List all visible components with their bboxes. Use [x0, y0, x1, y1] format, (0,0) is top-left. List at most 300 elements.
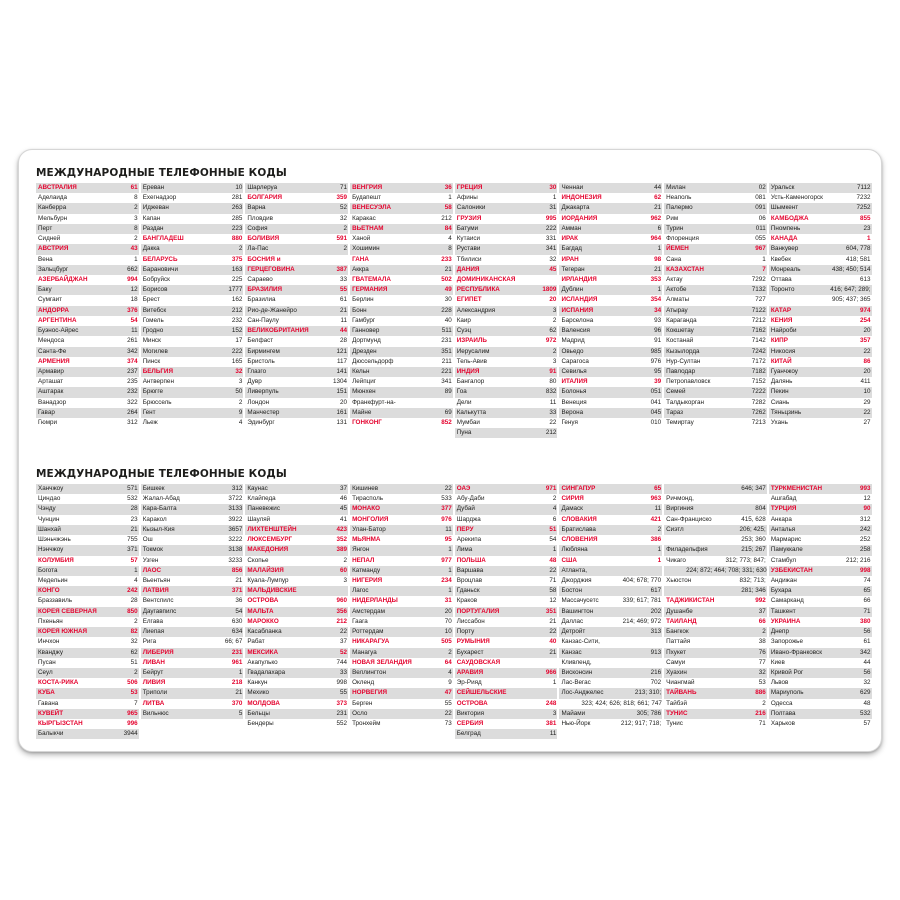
dial-code: 377: [441, 505, 452, 513]
city-row: [141, 504, 244, 514]
city-row: [455, 418, 558, 428]
city-name: Самуи: [666, 658, 686, 666]
dial-code: 53: [130, 689, 138, 697]
city-row: [245, 719, 348, 729]
city-row: [36, 545, 139, 555]
city-name: Роттердам: [352, 628, 384, 636]
city-name: Кишинев: [352, 485, 379, 492]
country-row: [455, 607, 558, 617]
country-name: УКРАИНА: [770, 617, 801, 625]
city-row: [141, 398, 244, 408]
country-name: ДАНИЯ: [456, 265, 480, 273]
city-name: Кривой Рог: [770, 668, 804, 676]
city-row: [350, 607, 453, 617]
city-row: [455, 545, 558, 555]
city-row: [141, 214, 244, 224]
dial-code: 646; 347: [741, 485, 766, 492]
dial-code: 11: [549, 730, 557, 738]
city-row: [664, 699, 767, 709]
dial-code: 11: [131, 327, 138, 335]
dial-code: 232: [127, 388, 138, 396]
city-name: Виргиния: [666, 505, 694, 513]
city-name: Бристоль: [247, 357, 275, 365]
city-row: [245, 678, 348, 688]
country-name: МАЛЬТА: [247, 607, 274, 615]
dial-code: 28: [130, 597, 138, 605]
dial-code: 71: [340, 184, 348, 191]
city-name: Берлин: [352, 296, 374, 304]
dial-code: 261: [127, 337, 138, 345]
city-name: Полтава: [770, 709, 796, 717]
city-row: [455, 234, 558, 244]
city-row: [769, 377, 872, 387]
dial-code: 141: [336, 367, 348, 375]
city-name: Талдыкорган: [666, 398, 705, 406]
city-name: Караганда: [666, 316, 697, 324]
country-row: [350, 203, 453, 213]
dial-code: 33: [549, 408, 557, 416]
country-row: [664, 709, 767, 719]
country-row: [769, 234, 872, 244]
city-row: [350, 316, 453, 326]
country-row: [36, 275, 139, 285]
country-row: [559, 255, 662, 265]
dial-code: 258: [859, 546, 871, 554]
dial-code: 591: [336, 235, 348, 243]
city-row: [36, 668, 139, 678]
dial-code: 423: [336, 525, 348, 533]
city-row: [141, 607, 244, 617]
city-row: [245, 576, 348, 586]
city-name: Ханчжоу: [38, 485, 64, 492]
dial-code: 511: [441, 327, 452, 335]
dial-code: 359: [336, 194, 348, 202]
city-name: Кельн: [352, 367, 370, 375]
country-row: [769, 306, 872, 316]
city-name: Вильнюс: [142, 709, 169, 717]
dial-code: 86: [863, 357, 871, 365]
country-row: [36, 607, 139, 617]
dial-code: 081: [755, 194, 766, 202]
city-row: [455, 316, 558, 326]
country-row: [664, 617, 767, 627]
dial-code: 37: [758, 607, 766, 615]
city-name: Шымкент: [770, 204, 799, 212]
dial-code: 34: [654, 306, 662, 314]
city-row: [141, 515, 244, 525]
city-row: [141, 193, 244, 203]
city-name: Бонн: [352, 306, 367, 314]
city-name: Эр-Рияд: [456, 679, 482, 687]
dial-code: 56: [863, 668, 871, 676]
country-name: МЕКСИКА: [247, 648, 279, 656]
dial-code: 70: [444, 617, 452, 625]
city-name: Массачусетс: [561, 597, 599, 605]
country-name: МОНАКО: [352, 505, 381, 513]
city-name: Дрезден: [352, 347, 377, 355]
city-name: Хьюстон: [666, 576, 692, 584]
city-row: [455, 244, 558, 254]
dial-code: 18: [130, 296, 138, 304]
city-row: [36, 729, 139, 739]
city-name: Семей: [666, 388, 686, 396]
dial-code: 36: [444, 184, 452, 191]
dial-code: 856: [231, 566, 243, 574]
city-row: [245, 295, 348, 305]
city-row: [141, 336, 244, 346]
city-row: [141, 295, 244, 305]
dial-code: 55: [340, 689, 348, 697]
city-name: Милан: [666, 184, 686, 191]
dial-code: 1809: [542, 286, 557, 294]
city-name: Чикаго: [666, 556, 686, 564]
phone-codes-mat: [18, 149, 882, 752]
city-name: Одесса: [770, 699, 793, 707]
city-row: [769, 627, 872, 637]
city-row: [455, 709, 558, 719]
city-name: Сиань: [770, 398, 790, 406]
city-row: [769, 244, 872, 254]
dial-code: 421: [650, 515, 662, 523]
city-name: Уральск: [770, 184, 795, 191]
dial-code: 8: [134, 194, 138, 202]
city-name: Кызылорда: [666, 347, 700, 355]
dial-code: 967: [755, 245, 766, 253]
city-row: [141, 183, 244, 193]
dial-code: 971: [545, 485, 557, 492]
country-name: США: [561, 556, 577, 564]
city-name: Канкун: [247, 679, 268, 687]
dial-code: 22: [863, 347, 871, 355]
table-column: [245, 183, 348, 428]
dial-code: 232: [231, 316, 243, 324]
city-row: [664, 316, 767, 326]
dial-code: 2: [762, 699, 766, 707]
country-row: [245, 586, 348, 596]
dial-code: 242: [127, 587, 138, 595]
city-row: [350, 566, 453, 576]
city-row: [664, 494, 767, 504]
dial-code: 1: [448, 194, 452, 202]
dial-code: 66: [863, 597, 871, 605]
dial-code: 215; 267: [741, 546, 766, 554]
dial-code: 231: [336, 709, 348, 717]
dial-code: 341: [441, 378, 452, 386]
city-row: [559, 637, 662, 647]
dial-code: 61: [340, 296, 348, 304]
country-name: ГОНКОНГ: [352, 419, 382, 427]
country-row: [245, 255, 348, 265]
country-row: [245, 607, 348, 617]
dial-code: 37: [340, 485, 348, 492]
dial-code: 242: [859, 525, 871, 533]
country-row: [36, 719, 139, 729]
city-row: [455, 203, 558, 213]
dial-code: 312: [231, 485, 243, 492]
country-name: ВЕЛИКОБРИТАНИЯ: [247, 327, 309, 335]
city-name: Тяньцзинь: [770, 408, 802, 416]
country-row: [36, 357, 139, 367]
dial-code: 7252: [856, 204, 871, 212]
city-name: Манчестер: [247, 408, 280, 416]
country-name: БОЛГАРИЯ: [247, 194, 283, 202]
city-row: [455, 648, 558, 658]
city-row: [769, 586, 872, 596]
city-row: [559, 607, 662, 617]
dial-code: 38: [758, 638, 766, 646]
city-row: [245, 504, 348, 514]
city-name: Дортмунд: [352, 337, 381, 345]
country-name: МАЛАЙЗИЯ: [247, 566, 284, 574]
city-name: Торонто: [770, 286, 795, 294]
city-name: Улан-Батор: [352, 525, 386, 533]
table-column: [664, 484, 767, 729]
dial-code: 95: [444, 536, 452, 544]
dial-code: 163: [231, 265, 243, 273]
dial-code: 11: [549, 398, 557, 406]
dial-code: 11: [445, 525, 452, 533]
table-column: [769, 183, 872, 428]
city-name: Бразилиа: [247, 296, 276, 304]
dial-code: 3233: [228, 556, 243, 564]
city-row: [141, 535, 244, 545]
dial-code: 21: [235, 576, 243, 584]
country-row: [350, 255, 453, 265]
country-name: КУБА: [38, 689, 55, 697]
city-row: [559, 709, 662, 719]
dial-code: 50: [235, 388, 243, 396]
country-row: [36, 678, 139, 688]
country-row: [36, 688, 139, 698]
city-name: Мармарис: [770, 536, 802, 544]
city-row: [245, 398, 348, 408]
dial-code: 1: [552, 546, 557, 554]
dial-code: 11: [340, 316, 348, 324]
country-row: [664, 244, 767, 254]
dial-code: 71: [758, 720, 766, 728]
dial-code: 4: [552, 505, 557, 513]
dial-code: 312: [127, 419, 138, 427]
dial-code: 744: [336, 658, 348, 666]
country-row: [455, 719, 558, 729]
dial-code: 613: [859, 275, 871, 283]
city-row: [350, 295, 453, 305]
city-name: Браззавиль: [38, 597, 73, 605]
country-name: БАНГЛАДЕШ: [142, 235, 184, 243]
city-name: Иджеван: [142, 204, 169, 212]
city-name: Усть-Каменогорск: [770, 194, 823, 202]
dial-code: 54: [235, 607, 243, 615]
dial-code: 977: [441, 556, 452, 564]
city-row: [245, 658, 348, 668]
city-row: [245, 336, 348, 346]
dial-code: 2: [343, 245, 348, 253]
country-row: [769, 316, 872, 326]
city-name: Куала-Лумпур: [247, 576, 289, 584]
country-row: [141, 255, 244, 265]
city-row: [769, 255, 872, 265]
dial-code: 662: [127, 265, 138, 273]
dial-code: 3944: [123, 730, 138, 738]
dial-code: 54: [549, 536, 557, 544]
city-row: [350, 627, 453, 637]
city-name: Андижан: [770, 576, 797, 584]
city-row: [559, 398, 662, 408]
dial-code: 8: [134, 224, 138, 232]
city-row: [455, 224, 558, 234]
city-row: [141, 265, 244, 275]
country-row: [455, 367, 558, 377]
dial-code: 998: [336, 679, 348, 687]
city-row: [245, 214, 348, 224]
dial-code: 630: [231, 617, 243, 625]
city-row: [769, 326, 872, 336]
dial-code: 985: [650, 347, 662, 355]
city-row: [141, 347, 244, 357]
country-name: КУВЕЙТ: [38, 709, 64, 717]
country-row: [455, 275, 558, 285]
dial-code: 371: [127, 546, 138, 554]
country-name: ДОМИНИКАНСКАЯ: [456, 275, 516, 283]
city-row: [350, 306, 453, 316]
city-name: Бостон: [561, 587, 583, 595]
city-row: [350, 193, 453, 203]
country-name: ИЗРАИЛЬ: [456, 337, 487, 345]
country-row: [36, 183, 139, 193]
city-name: Дели: [456, 398, 472, 406]
dial-code: 51: [549, 525, 557, 533]
city-name: Гюмри: [38, 419, 58, 427]
city-name: Брюгге: [142, 388, 164, 396]
dial-code: 3: [552, 306, 557, 314]
city-name: Ереван: [142, 184, 165, 191]
city-name: Кокшетау: [666, 327, 694, 335]
city-row: [141, 596, 244, 606]
city-row: [245, 668, 348, 678]
dial-code: 66; 67: [224, 638, 243, 646]
city-row: [559, 586, 662, 596]
city-row: [36, 347, 139, 357]
city-name: Запорожье: [770, 638, 803, 646]
city-name: Рио-де-Жанейро: [247, 306, 297, 314]
dial-code: 4: [448, 668, 452, 676]
city-name: Пловдив: [247, 214, 273, 222]
dial-code: 281; 346: [741, 587, 766, 595]
city-row: [36, 504, 139, 514]
city-name: Палермо: [666, 204, 693, 212]
dial-code: 331: [545, 235, 557, 243]
dial-code: 33: [340, 668, 348, 676]
city-row: [664, 295, 767, 305]
city-row: [36, 387, 139, 397]
city-name: Порту: [456, 628, 475, 636]
dial-code: 21: [549, 617, 557, 625]
dial-code: 61: [863, 638, 871, 646]
dial-code: 051: [650, 388, 662, 396]
table-column: [36, 484, 139, 738]
dial-code: 7112: [856, 184, 871, 191]
country-name: ЛАТВИЯ: [142, 587, 169, 595]
city-row: [245, 306, 348, 316]
table-column: [350, 484, 453, 729]
city-name: Арекипа: [456, 536, 482, 544]
country-name: КАНАДА: [770, 235, 798, 243]
city-name: Мариуполь: [770, 689, 804, 697]
dial-code: 322: [127, 398, 138, 406]
dial-code: 28: [340, 337, 348, 345]
dial-code: 46: [340, 495, 348, 503]
country-name: САУДОВСКАЯ: [456, 658, 501, 666]
city-row: [664, 193, 767, 203]
city-name: Веллингтон: [352, 668, 386, 676]
city-name: Сеул: [38, 668, 53, 676]
country-name: КОСТА-РИКА: [38, 679, 79, 687]
dial-code: 21: [340, 306, 348, 314]
dial-code: 962: [650, 214, 662, 222]
city-name: Хошимин: [352, 245, 380, 253]
dial-code: 1: [134, 255, 138, 263]
city-name: Тронхейм: [352, 720, 381, 728]
dial-code: 7262: [751, 408, 766, 416]
dial-code: 96: [654, 327, 662, 335]
country-row: [559, 234, 662, 244]
dial-code: 12: [549, 597, 557, 605]
country-row: [141, 648, 244, 658]
city-name: Нэнчжоу: [38, 546, 64, 554]
dial-code: 231: [231, 648, 243, 656]
city-name: Мумбаи: [456, 419, 480, 427]
country-name: ГВАТЕМАЛА: [352, 275, 391, 283]
city-name: Вена: [38, 255, 53, 263]
dial-code: 10: [863, 388, 871, 396]
city-name: Любляна: [561, 546, 588, 554]
table-column: [559, 183, 662, 428]
dial-code: 213; 310;: [634, 689, 662, 697]
city-name: Багдад: [561, 245, 582, 253]
country-name: МАЛЬДИВСКИЕ: [247, 587, 297, 595]
dial-code: 7162: [751, 327, 766, 335]
dial-code: 2: [238, 245, 243, 253]
dial-code: 502: [441, 275, 452, 283]
country-name: АЗЕРБАЙДЖАН: [38, 275, 88, 283]
city-name: Висконсин: [561, 668, 593, 676]
city-name: Льеж: [142, 419, 158, 427]
city-name: Ла-Пас: [247, 245, 269, 253]
dial-code: 84: [444, 224, 452, 232]
country-name: НИКАРАГУА: [352, 638, 390, 646]
dial-code: 216: [650, 668, 662, 676]
dial-code: 10: [444, 628, 452, 636]
city-name: Рустави: [456, 245, 481, 253]
city-row: [664, 306, 767, 316]
country-name: АРАВИЯ: [456, 668, 484, 676]
city-name: Катманду: [352, 566, 381, 574]
dial-code: 9: [448, 679, 452, 687]
city-row: [455, 504, 558, 514]
country-name: ВЬЕТНАМ: [352, 224, 384, 232]
city-name: Сидней: [38, 235, 61, 243]
city-row: [455, 428, 558, 438]
dial-code: 165: [231, 357, 243, 365]
city-row: [245, 494, 348, 504]
city-row: [664, 525, 767, 535]
city-row: [664, 535, 767, 545]
city-name: Бобруйск: [142, 275, 170, 283]
city-name: Чэнду: [38, 505, 56, 513]
dial-code: 31: [444, 597, 452, 605]
dial-code: 36: [235, 597, 243, 605]
city-row: [455, 357, 558, 367]
